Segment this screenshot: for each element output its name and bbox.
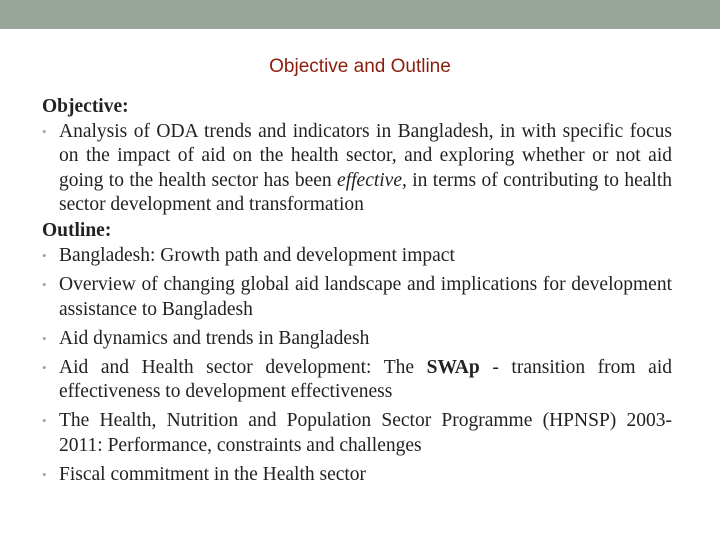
bullet-icon: • bbox=[42, 466, 47, 482]
bullet-icon: • bbox=[42, 360, 47, 376]
list-item bbox=[42, 463, 672, 487]
bullet-icon: • bbox=[42, 124, 47, 140]
objective-heading: Objective: bbox=[42, 96, 129, 117]
outline-heading: Outline: bbox=[42, 220, 112, 242]
outline-item-text: Bangladesh: Growth path and development impact bbox=[59, 245, 455, 267]
objective-list bbox=[42, 120, 672, 217]
bullet-icon: • bbox=[42, 413, 47, 429]
list-item bbox=[42, 244, 672, 268]
list-item bbox=[42, 327, 672, 351]
outline-item-text: The Health, Nutrition and Population Sector Programme (HPNSP) 2003-2011: Performance, constraints and challenges bbox=[59, 410, 672, 456]
outline-item-text: Fiscal commitment in the Health sector bbox=[59, 463, 367, 485]
bullet-icon: • bbox=[42, 330, 47, 346]
outline-item-text: Overview of changing global aid landscape and implications for development assistance to Bangladesh bbox=[59, 274, 672, 320]
outline-list bbox=[42, 244, 672, 487]
bullet-icon: • bbox=[42, 277, 47, 293]
outline-item-text-end: - transition from aid effectiveness to development effectiveness bbox=[59, 357, 672, 403]
objective-text-end: in terms of contributing to health sector development and transformation bbox=[59, 169, 672, 215]
list-item bbox=[42, 356, 672, 404]
objective-text-start: Analysis of ODA trends and indicators in Bangladesh, in with specific focus on the impact of aid on the health sector, and exploring whether or not aid going to the health sector has been bbox=[59, 121, 672, 191]
list-item bbox=[42, 273, 672, 321]
slide-title: Objective and Outline bbox=[269, 56, 451, 77]
slide-content bbox=[42, 95, 672, 489]
objective-emphasis: effective, bbox=[337, 169, 407, 191]
swap-emphasis: SWAp bbox=[426, 357, 480, 379]
outline-item-text-start: Aid and Health sector development: The bbox=[59, 357, 427, 379]
top-decorative-bar bbox=[0, 0, 720, 29]
bullet-icon: • bbox=[42, 248, 47, 264]
list-item bbox=[42, 120, 672, 217]
list-item bbox=[42, 409, 672, 457]
outline-item-text: Aid dynamics and trends in Bangladesh bbox=[59, 327, 370, 349]
